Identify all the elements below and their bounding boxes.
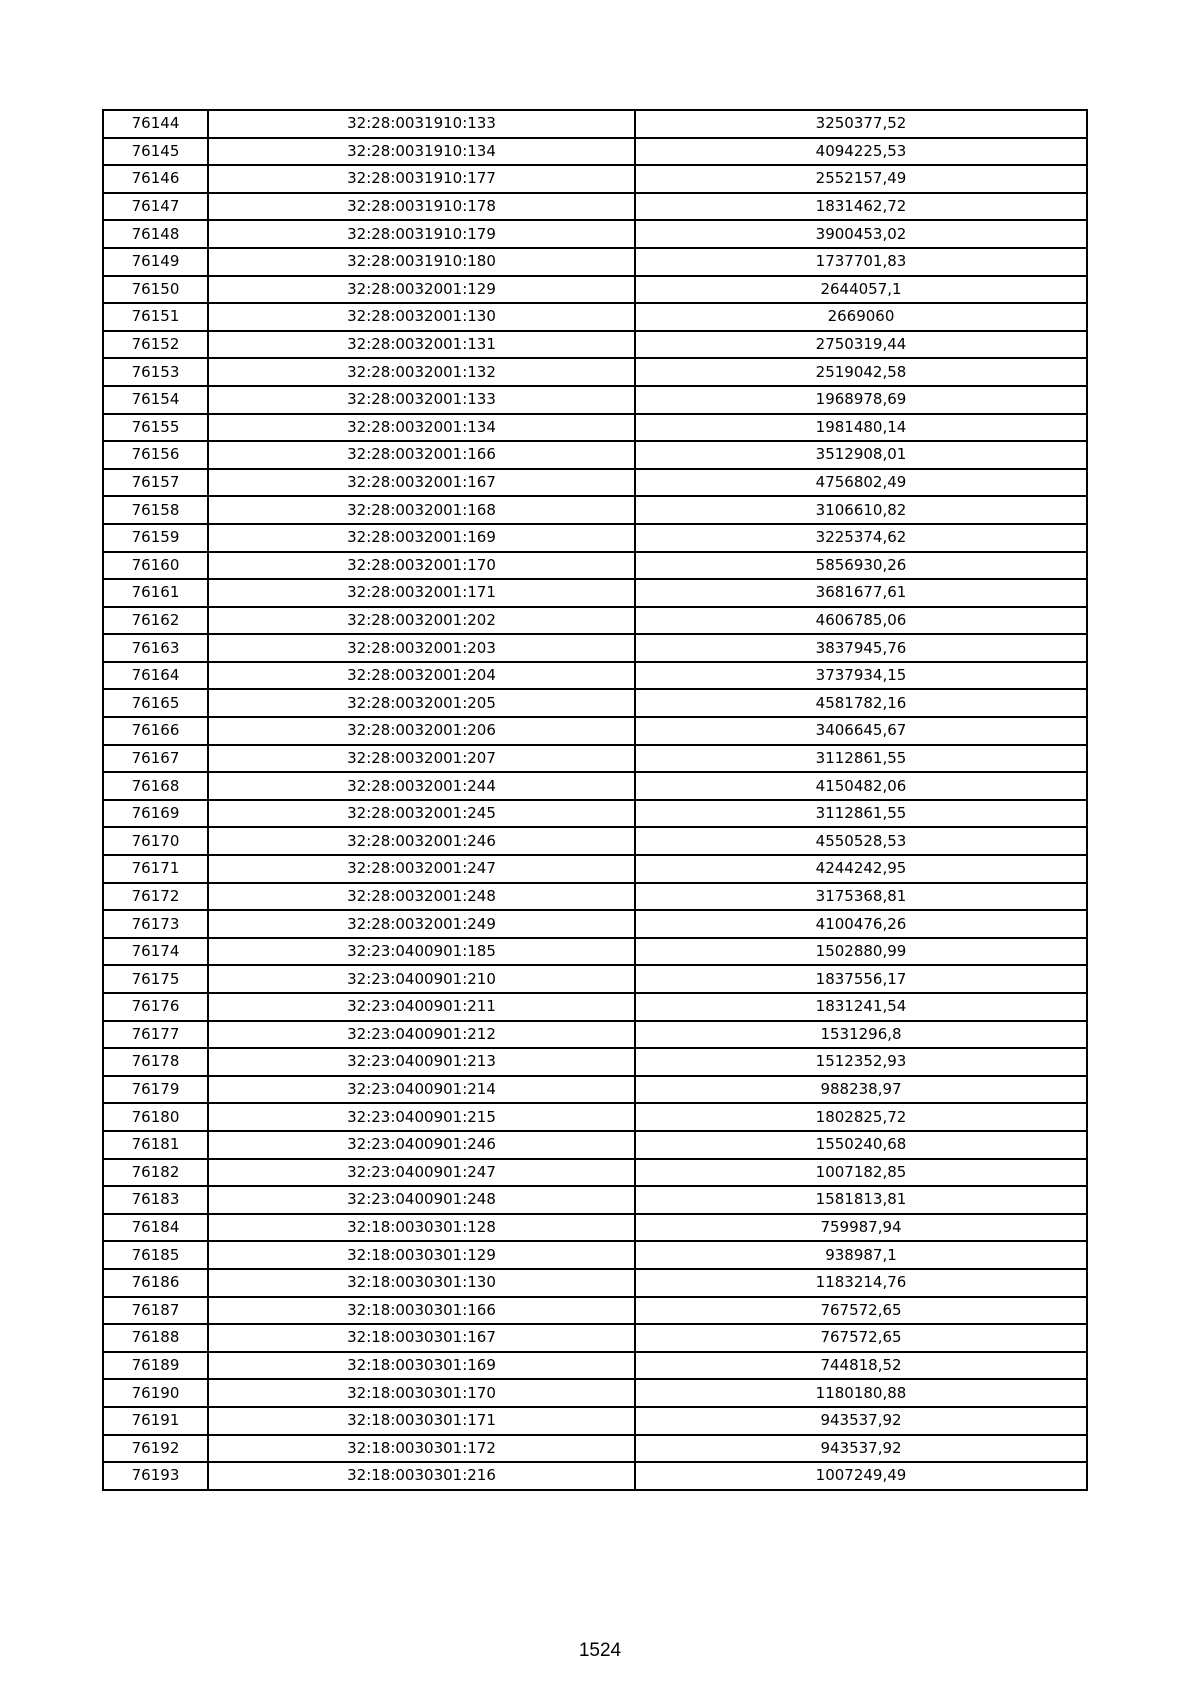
- records-table: [102, 109, 1088, 1491]
- table-row: [103, 800, 1087, 828]
- value-cell: 3250377,52: [635, 110, 1087, 138]
- value-cell: 767572,65: [635, 1324, 1087, 1352]
- cadastral-number-cell: 32:23:0400901:212: [208, 1021, 635, 1049]
- row-number-cell: 76168: [103, 772, 208, 800]
- value-cell: 2552157,49: [635, 165, 1087, 193]
- cadastral-number-cell: 32:18:0030301:216: [208, 1462, 635, 1490]
- cadastral-number-cell: 32:28:0032001:206: [208, 717, 635, 745]
- cadastral-number-cell: 32:18:0030301:128: [208, 1214, 635, 1242]
- cadastral-number-cell: 32:23:0400901:214: [208, 1076, 635, 1104]
- cadastral-number-cell: 32:28:0032001:170: [208, 552, 635, 580]
- value-cell: 3406645,67: [635, 717, 1087, 745]
- cadastral-number-cell: 32:28:0032001:168: [208, 496, 635, 524]
- table-row: [103, 496, 1087, 524]
- row-number-cell: 76171: [103, 855, 208, 883]
- row-number-cell: 76174: [103, 938, 208, 966]
- cadastral-number-cell: 32:28:0032001:130: [208, 303, 635, 331]
- table-row: [103, 717, 1087, 745]
- value-cell: 1531296,8: [635, 1021, 1087, 1049]
- value-cell: 2644057,1: [635, 276, 1087, 304]
- table-row: [103, 579, 1087, 607]
- table-row: [103, 276, 1087, 304]
- value-cell: 988238,97: [635, 1076, 1087, 1104]
- value-cell: 4094225,53: [635, 138, 1087, 166]
- row-number-cell: 76151: [103, 303, 208, 331]
- table-row: [103, 1407, 1087, 1435]
- row-number-cell: 76154: [103, 386, 208, 414]
- row-number-cell: 76147: [103, 193, 208, 221]
- row-number-cell: 76185: [103, 1241, 208, 1269]
- table-row: [103, 745, 1087, 773]
- value-cell: 4150482,06: [635, 772, 1087, 800]
- table-row: [103, 965, 1087, 993]
- value-cell: 4581782,16: [635, 689, 1087, 717]
- cadastral-number-cell: 32:28:0031910:133: [208, 110, 635, 138]
- row-number-cell: 76156: [103, 441, 208, 469]
- table-row: [103, 855, 1087, 883]
- cadastral-number-cell: 32:23:0400901:211: [208, 993, 635, 1021]
- value-cell: 3900453,02: [635, 220, 1087, 248]
- cadastral-number-cell: 32:28:0032001:167: [208, 469, 635, 497]
- cadastral-number-cell: 32:18:0030301:129: [208, 1241, 635, 1269]
- table-row: [103, 910, 1087, 938]
- table-row: [103, 386, 1087, 414]
- table-row: [103, 1159, 1087, 1187]
- cadastral-number-cell: 32:23:0400901:215: [208, 1103, 635, 1131]
- value-cell: 4756802,49: [635, 469, 1087, 497]
- value-cell: 4100476,26: [635, 910, 1087, 938]
- value-cell: 2669060: [635, 303, 1087, 331]
- cadastral-number-cell: 32:28:0032001:132: [208, 358, 635, 386]
- row-number-cell: 76163: [103, 634, 208, 662]
- table-row: [103, 1021, 1087, 1049]
- row-number-cell: 76192: [103, 1435, 208, 1463]
- cadastral-number-cell: 32:28:0032001:244: [208, 772, 635, 800]
- table-row: [103, 358, 1087, 386]
- table-row: [103, 220, 1087, 248]
- value-cell: 1581813,81: [635, 1186, 1087, 1214]
- table-row: [103, 883, 1087, 911]
- value-cell: 3112861,55: [635, 800, 1087, 828]
- cadastral-number-cell: 32:28:0032001:203: [208, 634, 635, 662]
- value-cell: 2750319,44: [635, 331, 1087, 359]
- cadastral-number-cell: 32:23:0400901:247: [208, 1159, 635, 1187]
- value-cell: 943537,92: [635, 1407, 1087, 1435]
- row-number-cell: 76157: [103, 469, 208, 497]
- cadastral-number-cell: 32:28:0032001:246: [208, 827, 635, 855]
- row-number-cell: 76149: [103, 248, 208, 276]
- table-row: [103, 827, 1087, 855]
- cadastral-number-cell: 32:28:0032001:166: [208, 441, 635, 469]
- row-number-cell: 76148: [103, 220, 208, 248]
- row-number-cell: 76160: [103, 552, 208, 580]
- value-cell: 1831241,54: [635, 993, 1087, 1021]
- table-row: [103, 938, 1087, 966]
- cadastral-number-cell: 32:28:0032001:204: [208, 662, 635, 690]
- row-number-cell: 76181: [103, 1131, 208, 1159]
- row-number-cell: 76150: [103, 276, 208, 304]
- table-row: [103, 441, 1087, 469]
- row-number-cell: 76188: [103, 1324, 208, 1352]
- cadastral-number-cell: 32:18:0030301:172: [208, 1435, 635, 1463]
- table-row: [103, 469, 1087, 497]
- table-row: [103, 1186, 1087, 1214]
- cadastral-number-cell: 32:28:0032001:245: [208, 800, 635, 828]
- value-cell: 1981480,14: [635, 414, 1087, 442]
- row-number-cell: 76155: [103, 414, 208, 442]
- table-row: [103, 1103, 1087, 1131]
- table-row: [103, 1076, 1087, 1104]
- cadastral-number-cell: 32:28:0031910:179: [208, 220, 635, 248]
- row-number-cell: 76172: [103, 883, 208, 911]
- cadastral-number-cell: 32:18:0030301:130: [208, 1269, 635, 1297]
- table-row: [103, 552, 1087, 580]
- value-cell: 2519042,58: [635, 358, 1087, 386]
- table-row: [103, 165, 1087, 193]
- table-row: [103, 607, 1087, 635]
- cadastral-number-cell: 32:28:0032001:248: [208, 883, 635, 911]
- value-cell: 3112861,55: [635, 745, 1087, 773]
- cadastral-number-cell: 32:28:0031910:134: [208, 138, 635, 166]
- cadastral-number-cell: 32:28:0032001:171: [208, 579, 635, 607]
- table-row: [103, 1214, 1087, 1242]
- value-cell: 943537,92: [635, 1435, 1087, 1463]
- cadastral-number-cell: 32:28:0032001:202: [208, 607, 635, 635]
- value-cell: 1802825,72: [635, 1103, 1087, 1131]
- row-number-cell: 76177: [103, 1021, 208, 1049]
- table-row: [103, 1131, 1087, 1159]
- cadastral-number-cell: 32:28:0032001:249: [208, 910, 635, 938]
- cadastral-number-cell: 32:18:0030301:167: [208, 1324, 635, 1352]
- row-number-cell: 76169: [103, 800, 208, 828]
- row-number-cell: 76159: [103, 524, 208, 552]
- row-number-cell: 76145: [103, 138, 208, 166]
- value-cell: 1968978,69: [635, 386, 1087, 414]
- cadastral-number-cell: 32:28:0032001:134: [208, 414, 635, 442]
- table-row: [103, 1048, 1087, 1076]
- row-number-cell: 76187: [103, 1297, 208, 1325]
- row-number-cell: 76173: [103, 910, 208, 938]
- table-row: [103, 193, 1087, 221]
- row-number-cell: 76178: [103, 1048, 208, 1076]
- row-number-cell: 76165: [103, 689, 208, 717]
- value-cell: 4550528,53: [635, 827, 1087, 855]
- cadastral-number-cell: 32:28:0032001:129: [208, 276, 635, 304]
- value-cell: 1007182,85: [635, 1159, 1087, 1187]
- value-cell: 3175368,81: [635, 883, 1087, 911]
- cadastral-number-cell: 32:23:0400901:210: [208, 965, 635, 993]
- row-number-cell: 76167: [103, 745, 208, 773]
- value-cell: 1183214,76: [635, 1269, 1087, 1297]
- row-number-cell: 76152: [103, 331, 208, 359]
- cadastral-number-cell: 32:18:0030301:166: [208, 1297, 635, 1325]
- cadastral-number-cell: 32:18:0030301:170: [208, 1379, 635, 1407]
- row-number-cell: 76146: [103, 165, 208, 193]
- value-cell: 3681677,61: [635, 579, 1087, 607]
- value-cell: 938987,1: [635, 1241, 1087, 1269]
- cadastral-number-cell: 32:23:0400901:248: [208, 1186, 635, 1214]
- table-row: [103, 1241, 1087, 1269]
- value-cell: 3512908,01: [635, 441, 1087, 469]
- value-cell: 3737934,15: [635, 662, 1087, 690]
- cadastral-number-cell: 32:28:0032001:205: [208, 689, 635, 717]
- row-number-cell: 76193: [103, 1462, 208, 1490]
- table-row: [103, 248, 1087, 276]
- row-number-cell: 76162: [103, 607, 208, 635]
- row-number-cell: 76176: [103, 993, 208, 1021]
- row-number-cell: 76182: [103, 1159, 208, 1187]
- table-row: [103, 662, 1087, 690]
- cadastral-number-cell: 32:23:0400901:185: [208, 938, 635, 966]
- table-row: [103, 1297, 1087, 1325]
- table-row: [103, 634, 1087, 662]
- cadastral-number-cell: 32:28:0032001:131: [208, 331, 635, 359]
- value-cell: 759987,94: [635, 1214, 1087, 1242]
- row-number-cell: 76170: [103, 827, 208, 855]
- value-cell: 1007249,49: [635, 1462, 1087, 1490]
- row-number-cell: 76190: [103, 1379, 208, 1407]
- row-number-cell: 76180: [103, 1103, 208, 1131]
- table-row: [103, 1324, 1087, 1352]
- table-row: [103, 689, 1087, 717]
- value-cell: 1512352,93: [635, 1048, 1087, 1076]
- row-number-cell: 76144: [103, 110, 208, 138]
- table-row: [103, 138, 1087, 166]
- row-number-cell: 76153: [103, 358, 208, 386]
- table-row: [103, 303, 1087, 331]
- value-cell: 5856930,26: [635, 552, 1087, 580]
- table-row: [103, 1352, 1087, 1380]
- page-number: 1524: [578, 1640, 622, 1661]
- cadastral-number-cell: 32:28:0031910:177: [208, 165, 635, 193]
- row-number-cell: 76184: [103, 1214, 208, 1242]
- cadastral-number-cell: 32:18:0030301:169: [208, 1352, 635, 1380]
- cadastral-number-cell: 32:28:0032001:207: [208, 745, 635, 773]
- cadastral-number-cell: 32:23:0400901:246: [208, 1131, 635, 1159]
- row-number-cell: 76161: [103, 579, 208, 607]
- value-cell: 3225374,62: [635, 524, 1087, 552]
- cadastral-number-cell: 32:28:0032001:169: [208, 524, 635, 552]
- cadastral-number-cell: 32:18:0030301:171: [208, 1407, 635, 1435]
- table-row: [103, 1269, 1087, 1297]
- row-number-cell: 76189: [103, 1352, 208, 1380]
- value-cell: 3106610,82: [635, 496, 1087, 524]
- cadastral-number-cell: 32:28:0031910:178: [208, 193, 635, 221]
- cadastral-number-cell: 32:28:0032001:133: [208, 386, 635, 414]
- value-cell: 1831462,72: [635, 193, 1087, 221]
- value-cell: 4606785,06: [635, 607, 1087, 635]
- row-number-cell: 76158: [103, 496, 208, 524]
- value-cell: 744818,52: [635, 1352, 1087, 1380]
- records-table-body: [103, 110, 1087, 1490]
- value-cell: 1737701,83: [635, 248, 1087, 276]
- value-cell: 1180180,88: [635, 1379, 1087, 1407]
- row-number-cell: 76179: [103, 1076, 208, 1104]
- row-number-cell: 76166: [103, 717, 208, 745]
- table-row: [103, 1462, 1087, 1490]
- row-number-cell: 76183: [103, 1186, 208, 1214]
- table-row: [103, 1435, 1087, 1463]
- value-cell: 3837945,76: [635, 634, 1087, 662]
- row-number-cell: 76191: [103, 1407, 208, 1435]
- value-cell: 1837556,17: [635, 965, 1087, 993]
- table-row: [103, 110, 1087, 138]
- table-row: [103, 993, 1087, 1021]
- table-row: [103, 524, 1087, 552]
- row-number-cell: 76186: [103, 1269, 208, 1297]
- value-cell: 1550240,68: [635, 1131, 1087, 1159]
- row-number-cell: 76164: [103, 662, 208, 690]
- cadastral-number-cell: 32:28:0032001:247: [208, 855, 635, 883]
- value-cell: 767572,65: [635, 1297, 1087, 1325]
- table-row: [103, 414, 1087, 442]
- table-row: [103, 1379, 1087, 1407]
- table-row: [103, 772, 1087, 800]
- value-cell: 4244242,95: [635, 855, 1087, 883]
- cadastral-number-cell: 32:28:0031910:180: [208, 248, 635, 276]
- value-cell: 1502880,99: [635, 938, 1087, 966]
- table-row: [103, 331, 1087, 359]
- cadastral-number-cell: 32:23:0400901:213: [208, 1048, 635, 1076]
- row-number-cell: 76175: [103, 965, 208, 993]
